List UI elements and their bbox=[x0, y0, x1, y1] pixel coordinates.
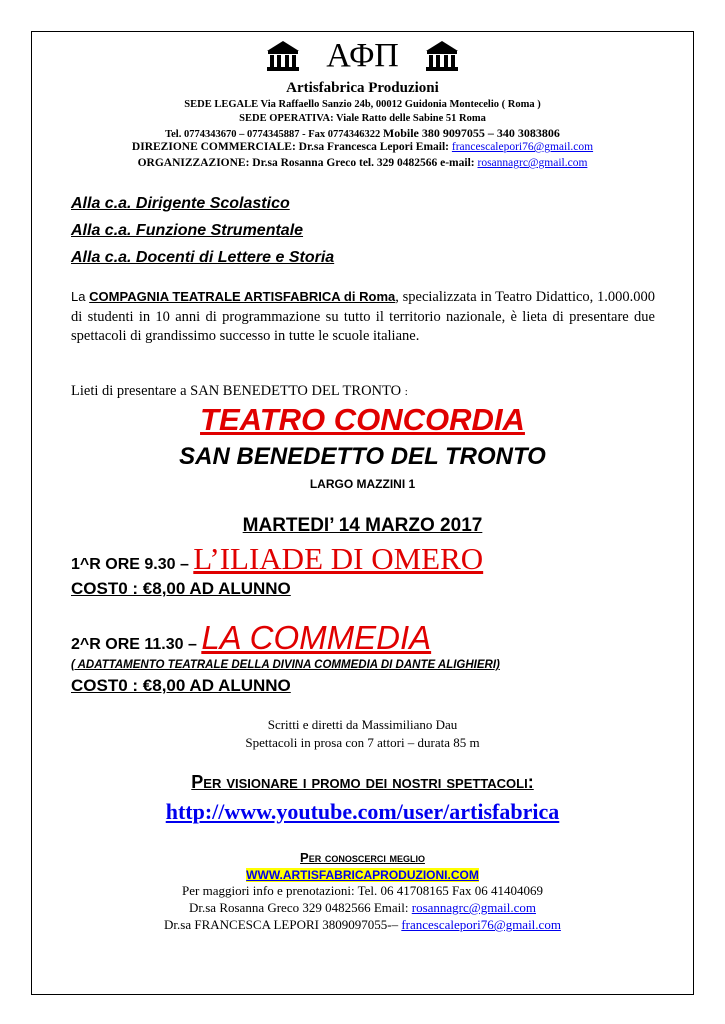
credits-author: Scritti e diretti da Massimiliano Dau bbox=[267, 717, 458, 732]
phones-mobile: Mobile 380 9097055 – 340 3083806 bbox=[382, 126, 560, 140]
phones-fixed: Tel. 0774343670 – 0774345887 - Fax 0774346322 bbox=[165, 129, 383, 140]
show-2-title: LA COMMEDIA bbox=[201, 619, 432, 656]
footer-info: Per maggiori info e prenotazioni: Tel. 06 41708165 Fax 06 41404069 bbox=[182, 883, 543, 898]
footer-greco-label: Dr.sa Rosanna Greco 329 0482566 Email: bbox=[188, 900, 412, 915]
organizzazione-label: ORGANIZZAZIONE: Dr.sa Rosanna Greco tel. 329 0482566 e-mail: bbox=[137, 157, 478, 169]
direzione-label: DIREZIONE COMMERCIALE: Dr.sa Francesca Lepori Email: bbox=[131, 141, 452, 153]
organizzazione-line bbox=[31, 156, 694, 171]
show-2-note: ( ADATTAMENTO TEATRALE DELLA DIVINA COMMEDIA DI DANTE ALIGHIERI) bbox=[71, 659, 500, 671]
company-name: Artisfabrica Produzioni bbox=[286, 80, 439, 96]
show-2-cost: COST0 : €8,00 AD ALUNNO bbox=[71, 676, 291, 695]
footer-heading: Per conoscerci meglio bbox=[300, 850, 425, 865]
sede-operativa: SEDE OPERATIVA: Viale Ratto delle Sabine 51 Roma bbox=[239, 113, 486, 124]
direzione-email-link[interactable]: francescalepori76@gmail.com bbox=[451, 141, 594, 153]
venue-name: TEATRO CONCORDIA bbox=[200, 402, 525, 437]
greek-letters: ΑΦΠ bbox=[326, 37, 399, 75]
lieti-text: Lieti di presentare a SAN BENEDETTO DEL TRONTO bbox=[71, 383, 405, 399]
lieti-colon: : bbox=[404, 386, 408, 398]
direzione-line bbox=[31, 140, 694, 155]
event-date: MARTEDI’ 14 MARZO 2017 bbox=[242, 515, 483, 536]
footer-lepori-label: Dr.sa FRANCESCA LEPORI 3809097055-– bbox=[164, 917, 402, 932]
website-link[interactable]: WWW.ARTISFABRICAPRODUZIONI.COM bbox=[246, 868, 479, 882]
footer-greco-email-link[interactable]: rosannagrc@gmail.com bbox=[411, 900, 536, 915]
footer-lepori bbox=[31, 916, 694, 934]
temple-icon-right bbox=[425, 39, 459, 73]
temple-icon-left bbox=[266, 39, 300, 73]
show-1-cost: COST0 : €8,00 AD ALUNNO bbox=[71, 579, 291, 598]
footer-lepori-email-link[interactable]: francescalepori76@gmail.com bbox=[401, 917, 561, 932]
intro-company: COMPAGNIA TEATRALE ARTISFABRICA di Roma bbox=[89, 289, 396, 304]
show-1-title: L’ILIADE DI OMERO bbox=[193, 541, 484, 576]
venue-city: SAN BENEDETTO DEL TRONTO bbox=[179, 443, 546, 470]
credits-cast: Spettacoli in prosa con 7 attori – durata 85 m bbox=[245, 735, 480, 750]
show-2-time: 2^R ORE 11.30 – bbox=[71, 636, 202, 653]
youtube-link[interactable]: http://www.youtube.com/user/artisfabrica bbox=[165, 799, 560, 824]
footer-greco bbox=[31, 899, 694, 917]
logo-header bbox=[31, 34, 694, 76]
venue-address: LARGO MAZZINI 1 bbox=[309, 477, 416, 491]
organizzazione-email-link[interactable]: rosannagrc@gmail.com bbox=[477, 157, 588, 169]
show-1-time: 1^R ORE 9.30 – bbox=[71, 556, 194, 573]
intro-la: La bbox=[71, 289, 90, 304]
recipient-dirigente: Alla c.a. Dirigente Scolastico bbox=[71, 195, 290, 212]
sede-legale: SEDE LEGALE Via Raffaello Sanzio 24b, 00012 Guidonia Montecelio ( Roma ) bbox=[184, 99, 541, 110]
lieti-line bbox=[71, 381, 408, 402]
promo-heading: Per visionare i promo dei nostri spettacoli: bbox=[191, 772, 534, 792]
intro-paragraph bbox=[71, 287, 655, 347]
recipient-docenti: Alla c.a. Docenti di Lettere e Storia bbox=[71, 249, 335, 266]
intro-text: , specializzata in Teatro Didattico, 1.000.000 di studenti in 10 anni di programmazione su tutto il territorio nazionale, è lieta di presentare due spettacoli di grandissimo successo in tutte le scuole italiane. bbox=[71, 289, 655, 344]
recipient-funzione: Alla c.a. Funzione Strumentale bbox=[71, 222, 304, 239]
